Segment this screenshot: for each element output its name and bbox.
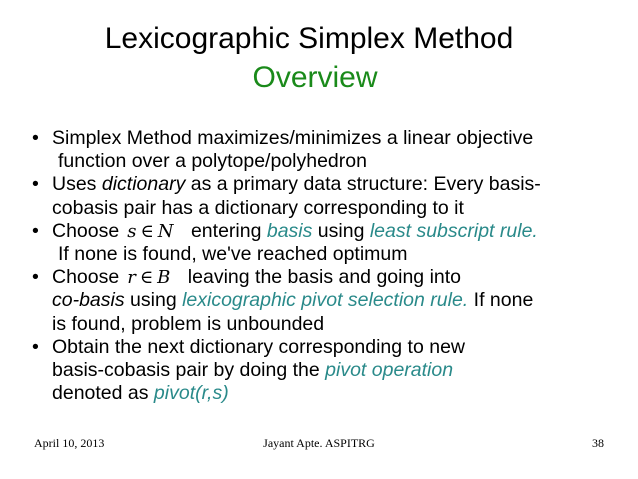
basis-term: basis <box>266 219 313 242</box>
bullet-marker: • <box>32 219 39 242</box>
bullet-2-text-cont: cobasis pair has a dictionary corresponding to it <box>52 196 464 219</box>
math-var: s <box>127 220 137 242</box>
bullet-4-pre: Choose <box>52 266 120 289</box>
math-op: ∈ <box>139 267 154 289</box>
bullet-4-using: using <box>124 289 183 312</box>
lexicographic-rule: lexicographic pivot selection rule. <box>182 289 469 312</box>
footer-page-number: 38 <box>592 436 604 450</box>
cobasis-term: co-basis <box>52 289 125 312</box>
bullet-3-line-2 <box>32 243 632 266</box>
title-line-1: Lexicographic Simplex Method <box>104 22 514 55</box>
bullet-5-l3-pre: denoted as <box>52 382 154 405</box>
bullet-5-line-2 <box>32 359 632 382</box>
math-op: ∈ <box>140 220 154 242</box>
bullet-2-line-2 <box>32 197 632 220</box>
math-var: r <box>127 267 136 289</box>
bullet-1-text: Simplex Method maximizes/minimizes a linear objective <box>52 127 534 149</box>
math-s-in-n <box>127 220 173 243</box>
dictionary-term: dictionary <box>101 173 186 196</box>
bullet-marker: • <box>32 127 39 149</box>
bullet-4-line-2 <box>32 289 632 312</box>
least-subscript-rule: least subscript rule. <box>369 219 538 242</box>
bullet-marker: • <box>32 266 39 289</box>
pivot-function: pivot(r,s) <box>153 382 229 405</box>
bullet-3-pre: Choose <box>52 219 120 242</box>
bullet-4-line-1 <box>32 266 632 289</box>
bullet-1-line-2 <box>32 150 632 173</box>
bullet-4-text-cont: is found, problem is unbounded <box>52 312 325 335</box>
bullet-4-line-3 <box>32 313 632 336</box>
math-set: B <box>157 267 171 289</box>
bullet-5-l2-pre: basis-cobasis pair by doing the <box>52 358 326 381</box>
footer-date: April 10, 2013 <box>34 436 105 450</box>
bullet-marker: • <box>32 335 39 358</box>
bullet-1-line-1 <box>32 127 632 150</box>
bullet-4-post: If none <box>468 289 534 312</box>
bullet-3-using: using <box>312 219 370 242</box>
bullet-3-text-cont: If none is found, we've reached optimum <box>58 242 408 265</box>
bullet-5-line-3 <box>32 382 632 405</box>
bullet-2-line-1 <box>32 173 632 196</box>
bullet-3-mid: entering <box>185 219 267 242</box>
bullet-5-text: Obtain the next dictionary corresponding to new <box>52 335 465 358</box>
footer-author: Jayant Apte. ASPITRG <box>263 436 375 450</box>
bullet-1-text-cont: function over a polytope/polyhedron <box>58 150 367 173</box>
math-set: N <box>157 220 174 242</box>
bullet-marker: • <box>32 173 39 196</box>
math-r-in-b <box>127 266 170 289</box>
bullet-list <box>32 127 632 405</box>
bullet-2-pre: Uses <box>52 173 102 196</box>
bullet-5-line-1 <box>32 336 632 359</box>
pivot-operation-term: pivot operation <box>325 358 454 381</box>
bullet-4-mid: leaving the basis and going into <box>182 266 462 289</box>
title-line-2: Overview <box>252 61 378 94</box>
bullet-2-post: as a primary data structure: Every basis- <box>185 173 541 196</box>
bullet-3-line-1 <box>32 220 632 243</box>
